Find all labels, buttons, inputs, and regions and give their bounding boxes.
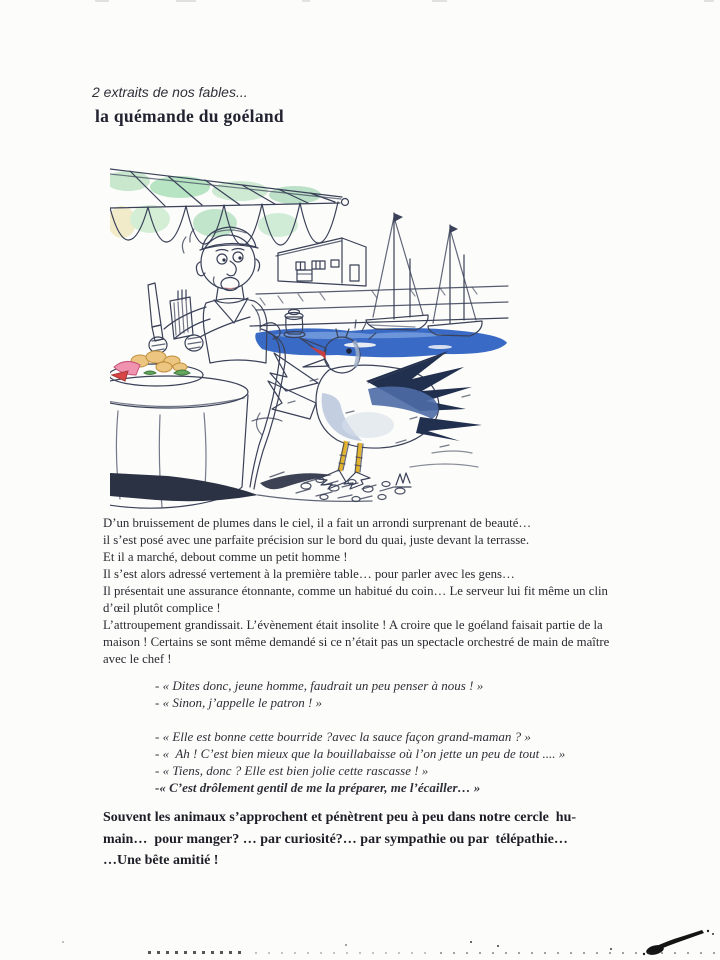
dialogue-line: - « Elle est bonne cette bourride ?avec la sauce façon grand-maman ? » bbox=[155, 729, 531, 744]
narration-line: Il présentait une assurance étonnante, comme un habitué du coin… Le serveur lui fit même un clin bbox=[103, 584, 608, 598]
page-title: la quémande du goéland bbox=[95, 106, 284, 126]
scan-artifact-speck bbox=[62, 941, 64, 943]
scan-artifact-dots bbox=[440, 952, 720, 954]
sailboats bbox=[366, 213, 482, 336]
narration-line: D’un bruissement de plumes dans le ciel, il a fait un arrondi surprenant de beauté… bbox=[103, 516, 532, 530]
quay-background bbox=[250, 286, 508, 326]
scan-artifact-top bbox=[704, 0, 714, 2]
dialogue-block-1 bbox=[155, 677, 675, 711]
seafood-platter bbox=[110, 351, 203, 386]
closing-line: Souvent les animaux s’approchent et pénètrent peu à peu dans notre cercle hu- bbox=[103, 810, 577, 825]
scan-artifact-dots bbox=[148, 951, 243, 954]
scan-artifact-top bbox=[302, 0, 310, 2]
closing-line: main… pour manger? … par curiosité?… par sympathie ou par télépathie… bbox=[103, 831, 568, 847]
dialogue-line: - « Sinon, j’appelle le patron ! » bbox=[155, 695, 323, 710]
dialogue-line: - « Tiens, donc ? Elle est bien jolie cette rascasse ! » bbox=[155, 763, 429, 778]
narration-line: d’œil plutôt complice ! bbox=[103, 601, 221, 615]
closing-line: …Une bête amitié ! bbox=[103, 853, 219, 868]
water bbox=[255, 328, 507, 357]
narration-line: L’attroupement grandissait. L’évènement était insolite ! A croire que le goéland faisait partie de la bbox=[103, 618, 603, 632]
man-at-table bbox=[148, 227, 267, 363]
dialogue-line: - « Dites donc, jeune homme, faudrait un peu penser à nous ! » bbox=[155, 678, 484, 693]
scan-artifact-dots bbox=[255, 952, 430, 954]
ground-and-shadow bbox=[110, 440, 478, 502]
closing-paragraph bbox=[103, 807, 663, 872]
scan-artifact-speck bbox=[497, 945, 499, 947]
scan-artifact-speck bbox=[610, 948, 612, 950]
header-note: 2 extraits de nos fables... bbox=[92, 84, 248, 100]
narration-line: Et il a marché, debout comme un petit homme ! bbox=[103, 550, 348, 564]
scan-artifact-speck bbox=[345, 944, 347, 946]
narration-line: avec le chef ! bbox=[103, 652, 172, 666]
awning bbox=[110, 169, 349, 245]
cartoon-illustration bbox=[110, 167, 510, 512]
scan-artifact-top bbox=[432, 0, 447, 2]
narration-paragraph bbox=[103, 515, 678, 668]
scan-artifact-top bbox=[176, 0, 196, 2]
narration-line: Il s’est alors adressé vertement à la première table… pour parler avec les gens… bbox=[103, 567, 515, 581]
dialogue-line: - « Ah ! C’est bien mieux que la bouillabaisse où l’on jette un peu de tout .... » bbox=[155, 746, 566, 761]
narration-line: il s’est posé avec une parfaite précision sur le bord du quai, juste devant la terrasse. bbox=[103, 533, 530, 547]
scan-artifact-top bbox=[95, 0, 109, 2]
dialogue-line-bold: -« C’est drôlement gentil de me la préparer, me l’écailler… » bbox=[155, 780, 481, 795]
narration-line: maison ! Certains se sont même demandé si ce n’était pas un spectacle orchestré de main de maître bbox=[103, 635, 610, 649]
artist-signature bbox=[395, 473, 411, 487]
scan-artifact-speck bbox=[470, 941, 472, 943]
dialogue-block-2 bbox=[155, 728, 675, 796]
harbor-building bbox=[276, 238, 366, 286]
crate bbox=[297, 270, 312, 281]
